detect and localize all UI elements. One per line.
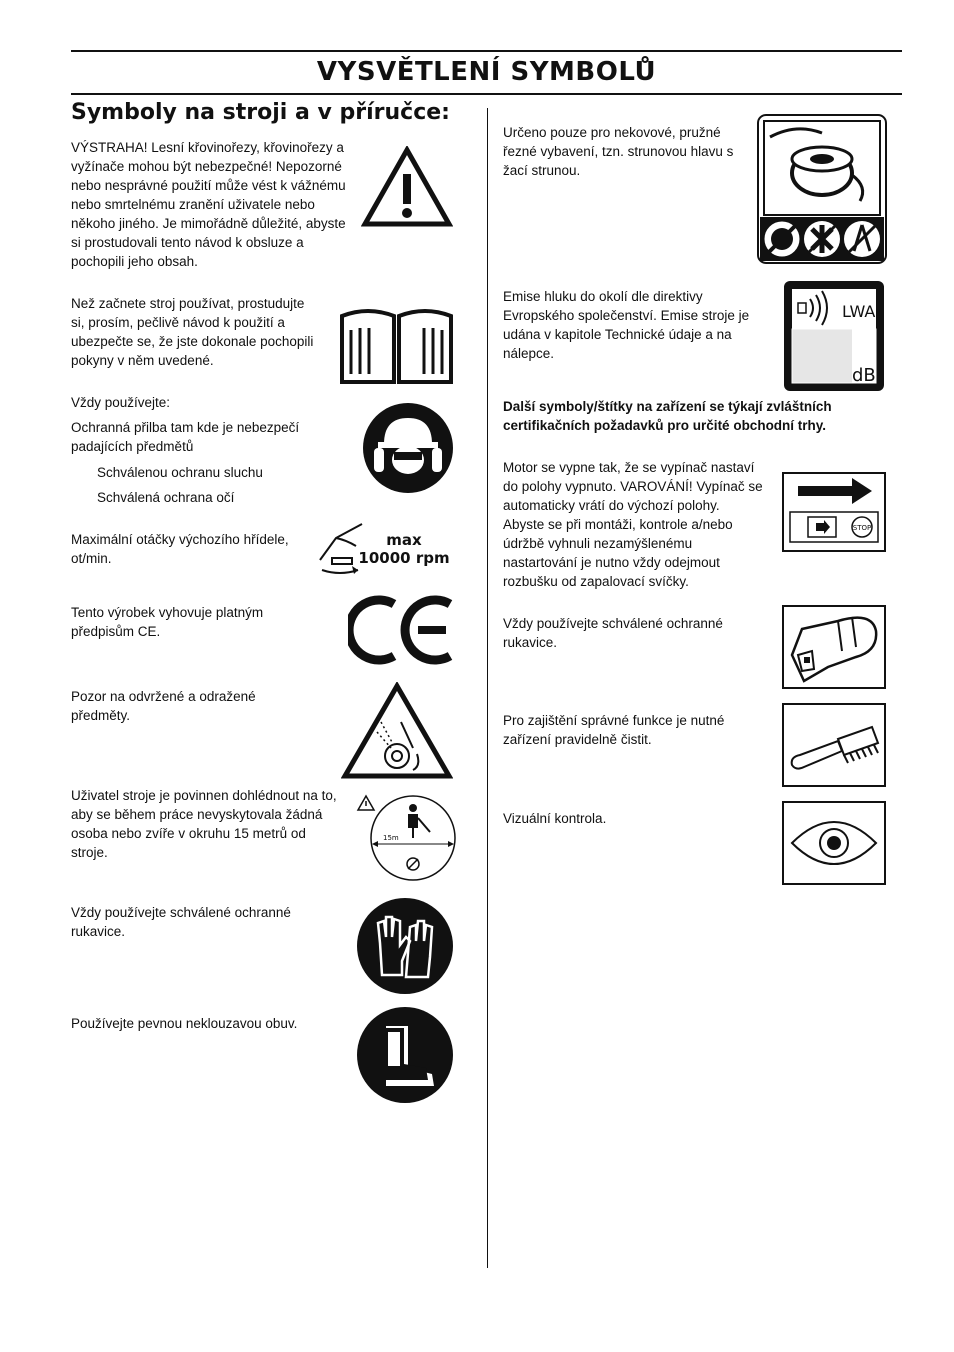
other-symbols-heading: Další symboly/štítky na zařízení se týkají zvláštních certifikačních požadavků pro určité obchodní trhy.: [503, 399, 832, 433]
trimmer-head-text: Určeno pouze pro nekovové, pružné řezné vybavení, tzn. strunovou hlavu s žací strunou.: [503, 125, 734, 178]
manual-text: Než začnete stroj používat, prostudujte si, prosím, pečlivě návod k použití a ubezpečte se, že jste dokonale pochopili pokyny v něm uvedené.: [71, 296, 314, 368]
hearing-text: Schválenou ochranu sluchu: [97, 465, 263, 480]
gloves-text: Vždy používejte schválené ochranné rukavice.: [71, 905, 291, 939]
thrown-objects-icon: [341, 682, 453, 780]
noise-db: dB: [852, 365, 876, 386]
rpm-value: 10000 rpm: [358, 549, 450, 567]
manual-book-icon: [338, 304, 455, 386]
noise-lwa: LWA: [842, 302, 876, 321]
trimmer-head-icon: [756, 113, 888, 265]
warning-text: VÝSTRAHA! Lesní křovinořezy, křovinořezy a vyžínače mohou být nebezpečné! Nepozorné nebo nesprávné použití může vést k vážnému nebo smrtelnému zranění uživatele nebo někoho jiného. Je mimořádně důležité, abyste si prostudovali tento návod k obsluze a pochopili jeho obsah.: [71, 140, 346, 269]
safety-distance-text: Uživatel stroje je povinnen dohlédnout na to, aby se během práce nevyskytovala žádná osoba nebo zvíře v okruhu 15 metrů od stroje.: [71, 788, 337, 860]
rpm-label: [358, 531, 450, 567]
stop-label: STOP: [852, 524, 872, 532]
gloves-icon: [356, 897, 454, 995]
stop-switch-text: Motor se vypne tak, že se vypínač nastaví do polohy vypnuto. VAROVÁNÍ! Vypínač se automaticky vrátí do výchozí polohy. Abyste se při montáži, kontrole a/nebo údržbě vyhnuli nezamýšlenému nastartování je nutno vždy odejmout rozbušku od zapalovací svíčky.: [503, 460, 763, 589]
noise-text: Emise hluku do okolí dle direktivy Evropského společenství. Emise stroje je udána v kapitole Technické údaje a na nálepce.: [503, 289, 750, 361]
distance-label: 15m: [383, 834, 399, 842]
boots-icon: [356, 1006, 454, 1104]
top-rule: [71, 50, 902, 52]
page-title: VYSVĚTLENÍ SYMBOLŮ: [316, 57, 657, 87]
clean-text: Pro zajištění správné funkce je nutné zařízení pravidelně čistit.: [503, 713, 725, 747]
glove-text: Vždy používejte schválené ochranné rukavice.: [503, 616, 723, 650]
safety-distance-icon: [356, 792, 458, 884]
brush-icon: [782, 703, 886, 787]
helmet-icon: [362, 402, 454, 494]
boots-text: Používejte pevnou neklouzavou obuv.: [71, 1016, 298, 1031]
rpm-max: max: [386, 531, 422, 549]
section-title: Symboly na stroji a v příručce:: [71, 100, 450, 125]
glove-icon: [782, 605, 886, 689]
stop-switch-icon: [782, 472, 886, 552]
title-rule: [71, 93, 902, 95]
rpm-text: Maximální otáčky výchozího hřídele, ot/min.: [71, 532, 289, 566]
eye-protection-text: Schválená ochrana očí: [97, 490, 235, 505]
noise-icon: [782, 279, 886, 393]
always-use-label: Vždy používejte:: [71, 395, 171, 410]
visual-check-text: Vizuální kontrola.: [503, 811, 607, 826]
ce-text: Tento výrobek vyhovuje platným předpisům CE.: [71, 605, 264, 639]
warning-triangle-icon: [361, 146, 453, 228]
eye-icon: [782, 801, 886, 885]
helmet-text: Ochranná přilba tam kde je nebezpečí padajících předmětů: [71, 420, 300, 454]
column-divider: [487, 108, 488, 1268]
ce-icon: [348, 594, 456, 666]
thrown-objects-text: Pozor na odvržené a odražené předměty.: [71, 689, 256, 723]
